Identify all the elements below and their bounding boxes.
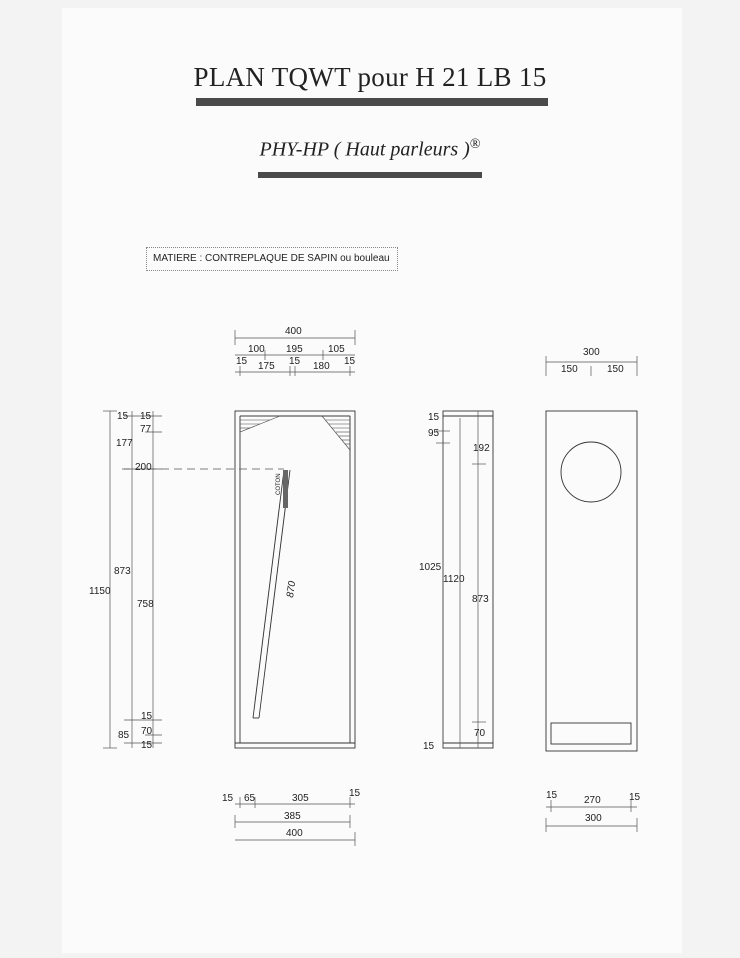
front-bottom-dim-15b: 15 (349, 788, 361, 799)
front-top-dim-175: 175 (258, 361, 275, 372)
damping-pad (283, 470, 288, 508)
front-top-dim-195: 195 (286, 344, 303, 355)
front-left-dim-15c: 15 (141, 711, 153, 722)
driver-cutout (561, 442, 621, 502)
slanted-panel-edge-1 (253, 470, 284, 718)
front-left-dim-1150: 1150 (89, 586, 111, 597)
front-view-outline (546, 411, 637, 751)
front-top-dim-100: 100 (248, 344, 265, 355)
front-top-dim-105: 105 (328, 344, 345, 355)
panel-length-label: 870 (285, 580, 299, 599)
side-dim-1025: 1025 (419, 562, 442, 573)
front-view-dim-150b: 150 (607, 364, 624, 375)
front-view (546, 347, 641, 832)
registered-mark: ® (469, 137, 481, 152)
front-bottom-dim-385: 385 (284, 811, 301, 822)
front-view-dim-15b: 15 (629, 792, 641, 803)
front-left-dim-758: 758 (137, 599, 154, 610)
damping-label: COTON (276, 473, 282, 495)
front-left-dim-70: 70 (141, 726, 153, 737)
front-bottom-dim-400: 400 (286, 828, 303, 839)
front-left-dim-15d: 15 (141, 740, 153, 751)
front-bottom-dim-65: 65 (244, 793, 256, 804)
front-top-dim-15a: 15 (236, 356, 248, 367)
front-view-dim-270: 270 (584, 795, 601, 806)
corner-hatch-right (326, 420, 350, 444)
side-dim-15b: 15 (423, 741, 435, 752)
front-left-dim-15b: 15 (140, 411, 152, 422)
side-dim-95: 95 (428, 428, 440, 439)
front-view-dim-150a: 150 (561, 364, 578, 375)
front-bottom-dim-15a: 15 (222, 793, 234, 804)
front-left-dim-200: 200 (135, 462, 152, 473)
side-dim-873: 873 (472, 594, 489, 605)
port-opening (551, 723, 631, 744)
front-top-dim-180: 180 (313, 361, 330, 372)
side-dim-15a: 15 (428, 412, 440, 423)
corner-block-right (322, 416, 350, 450)
front-top-dim-total: 400 (285, 326, 302, 337)
page-title: PLAN TQWT pour H 21 LB 15 (193, 62, 547, 92)
front-left-dim-77: 77 (140, 424, 152, 435)
subtitle-text: PHY-HP ( Haut parleurs ) (259, 138, 470, 161)
side-section (419, 411, 493, 752)
front-top-dim-15b: 15 (289, 356, 301, 367)
front-top-dim-15c: 15 (344, 356, 356, 367)
front-view-dim-15a: 15 (546, 790, 558, 801)
side-dim-192: 192 (473, 443, 490, 454)
material-note: MATIERE : CONTREPLAQUE DE SAPIN ou bouleau (146, 247, 398, 271)
front-left-dim-lines (103, 411, 162, 748)
cabinet-outline (235, 411, 355, 748)
front-left-dim-873: 873 (114, 566, 131, 577)
front-section (89, 326, 361, 846)
side-dim-70: 70 (474, 728, 486, 739)
front-left-dim-177: 177 (116, 438, 133, 449)
front-bottom-dim-305: 305 (292, 793, 309, 804)
front-view-dim-300: 300 (583, 347, 600, 358)
side-dim-1120: 1120 (443, 574, 465, 585)
corner-hatch-left (240, 420, 270, 428)
front-left-dim-85: 85 (118, 730, 130, 741)
front-view-dim-300-bottom: 300 (585, 813, 602, 824)
front-left-dim-15a: 15 (117, 411, 129, 422)
